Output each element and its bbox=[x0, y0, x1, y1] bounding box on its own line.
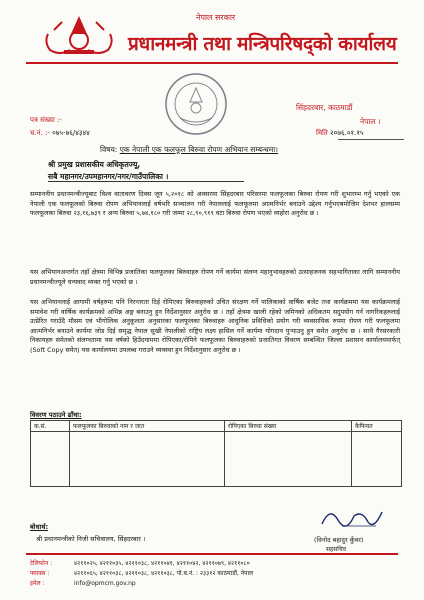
col-planted-count: रोपिएका बिरुवा संख्या bbox=[225, 421, 352, 432]
body-paragraph-1: सम्माननीय प्रधानमन्त्रीज्यूबाट विश्व वातावरण दिवस जून ५,२०१८ को अवसरमा सिंहदरबार परिसरमा फलफूलका बिरुवा रोपण गरी शुभारम्भ गर्नु भएको एक नेपाली एक फलफूलको बिरुवा रोपण अभियानलाई वर्षभरि सञ्चालन गरी नेपाललाई फलफूलमा आत्मनिर्भर बनाउने उद्देश्य गर्नुभएबमोजिम देशभर हालसम्म फलफूलका बिरुवा २३,१६,७३९ र अन्य बिरुवा ५,७४,१८० गरी जम्मा २८,९०,९१९ वटा बिरुवा रोपण भएको व्यहोरा अनुरोध छ । bbox=[30, 190, 400, 218]
footer-telephone bbox=[30, 559, 250, 567]
subject-line bbox=[100, 145, 278, 155]
col-serial: क.सं. bbox=[31, 421, 70, 432]
office-seal-icon bbox=[160, 68, 232, 138]
dispatch-number bbox=[30, 129, 90, 138]
letterhead-divider bbox=[26, 62, 398, 64]
footer-fax bbox=[30, 569, 253, 577]
date-value: २०७६.०१.१५ bbox=[330, 129, 364, 137]
date-label: मिति bbox=[316, 129, 328, 137]
handwritten-signature bbox=[312, 500, 396, 534]
letter-number-label: पत्र संख्या :- bbox=[30, 116, 62, 124]
letter-number bbox=[30, 116, 62, 125]
office-name: प्रधानमन्त्री तथा मन्त्रिपरिषद्‌को कार्यालय bbox=[128, 33, 397, 55]
telephone-label: टेलिफोन : bbox=[30, 560, 53, 567]
addressee-title: श्री प्रमुख प्रशासकीय अधिकृतज्यू, bbox=[48, 160, 141, 169]
copy-to-recipient: श्री प्रधानमन्त्रीको निजी सचिवालय, सिंहदरबार । bbox=[36, 535, 146, 543]
dispatch-number-label: च.नं. :- bbox=[30, 129, 50, 137]
fax-label: फ्याक्स : bbox=[30, 570, 50, 577]
nepal-emblem-icon bbox=[40, 12, 118, 58]
signatory-name: (विनोद बहादुर कुँवर) bbox=[314, 536, 364, 544]
dispatch-number-value: ०७५-७६/४३४४ bbox=[52, 129, 90, 137]
addressee-scope: सबै महानगर/उपमहानगर/नगर/गाउँपालिका । bbox=[48, 172, 169, 181]
signatory-title: सहसचिव bbox=[326, 546, 346, 553]
fax-numbers: ४२११०६५, ४२११०३८, ४२११०३८, ४२११०३८, पो.ब.नं. : २३३१२ काठमाडौं, नेपाल bbox=[74, 570, 254, 577]
details-format-table bbox=[30, 420, 402, 487]
footer-divider bbox=[26, 553, 398, 555]
col-remarks: कैफियत bbox=[352, 421, 402, 432]
body-paragraph-2: यस अभियानअन्तर्गत तहाँ क्षेत्रमा विभिन्न प्रजातिका फलफूलका बिरुवाहरु रोपण गर्ने कार्यमा संलग्न महानुभावहरुको उत्साहजनक सहभागिताका लागि सम्माननीय प्रधानमन्त्रीज्यूले धन्यवाद व्यक्त गर्नु भएको छ । bbox=[30, 268, 400, 286]
office-location: सिंहदरबार, काठमाडौं bbox=[296, 103, 353, 112]
office-country: नेपाल । bbox=[360, 117, 381, 126]
date-underline bbox=[338, 139, 404, 140]
table-title: विवरण पठाउने ढाँचा: bbox=[30, 411, 82, 419]
email-label: इमेल : bbox=[30, 580, 45, 587]
email-address[interactable]: info@opmcm.gov.np bbox=[74, 580, 136, 587]
footer-email bbox=[30, 579, 136, 587]
body-paragraph-3: यस अभियानलाई आगामी वर्षहरुमा पनि निरन्तरता दिई रोपिएका बिरुवाहरुको उचित संरक्षण गर्ने पालिकाको वार्षिक बजेट तथा कार्यक्रममा यस कार्यक्रमलाई समावेश गरी वार्षिक कार्यक्रमको अभिन्न अङ्ग बनाउनु हुन निर्देशानुसार अनुरोध छ । तहाँ क्षेत्रमा खाली रहेको जमिनको अधिकतम सदुपयोग गर्न नागरिकहरुलाई उत्प्रेरित गराउँदै मौसम एवं भौगोलिक अनुकूलता अनुसारका फलफूलका बिरुवाहरु आधुनिक प्रविधिको प्रयोग गरी व्यवसायिक रुपमा रोपण गरी फलफूलमा आत्मनिर्भर बनाउने कार्यमा जोड दिई समृद्ध नेपाल सुखी नेपालीको राष्ट्रिय लक्ष्य हासिल गर्ने कार्यमा योगदान पुऱ्याउनु हुन समेत अनुरोध छ । साथै गैरसरकारी निकायहरु समेतको संलग्नतामा यस वर्षको हिउँदयाममा रोपिएका/रोपिने फलफूलका बिरुवाहरुको प्रजातिगत विवरण सम्बन्धित जिल्ला प्रशासन कार्यालयमार्फत् (Soft Copy समेत) यस कार्यालयमा उपलब्ध गराउने व्यवस्था हुन निर्देशानुसार अनुरोध छ । bbox=[30, 298, 400, 354]
government-name: नेपाल सरकार bbox=[196, 13, 236, 22]
subject-label: विषय: bbox=[100, 145, 118, 154]
col-sapling-name: फलफूलका बिरुवाको नाम र जात bbox=[70, 421, 225, 432]
table-row bbox=[31, 432, 402, 487]
copy-to-label: बोधार्थ: bbox=[30, 523, 49, 531]
addressee-underline bbox=[48, 181, 244, 182]
letter-date bbox=[316, 129, 364, 138]
table-header-row bbox=[31, 421, 402, 432]
telephone-numbers: ४२११०२५, ४२११०३५, ४२११०३८, ४२११०४१, ४२११०४२, ४२११०७९, ४२११०८० bbox=[74, 560, 250, 567]
subject-text: एक नेपाली एक फलफूल बिरुवा रोपण अभियान सम्बन्धमा। bbox=[119, 145, 279, 154]
